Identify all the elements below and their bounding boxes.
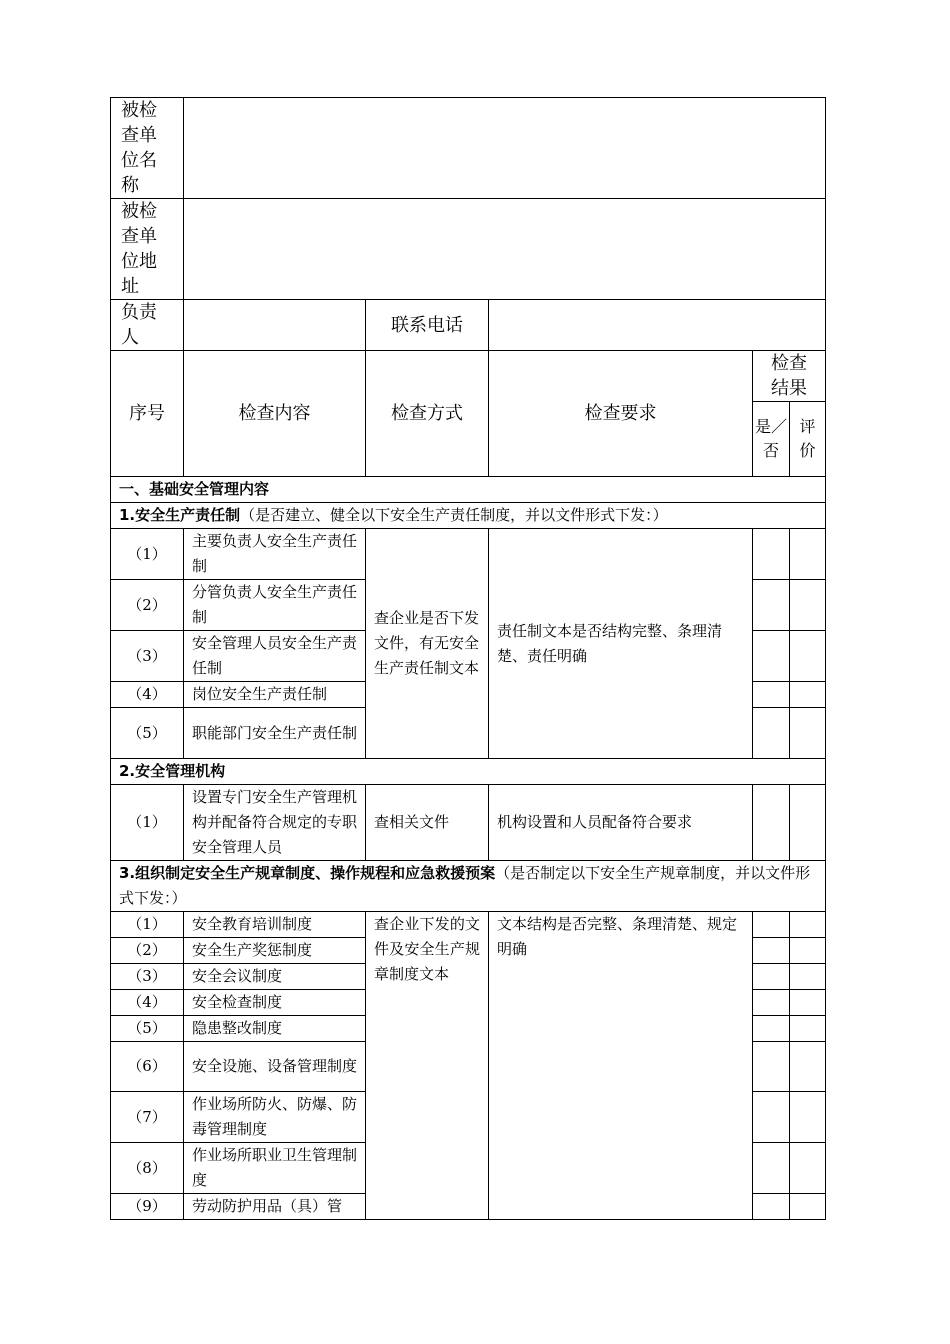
check-method: 查相关文件: [366, 785, 489, 861]
yes-no-cell[interactable]: [753, 964, 790, 990]
item-number: （5）: [111, 1016, 184, 1042]
yes-no-cell[interactable]: [753, 580, 790, 631]
unit-address-field[interactable]: [184, 199, 826, 300]
yes-no-cell[interactable]: [753, 529, 790, 580]
phone-label: 联系电话: [366, 300, 489, 351]
yes-no-cell[interactable]: [753, 785, 790, 861]
item-content: 作业场所防火、防爆、防毒管理制度: [184, 1092, 366, 1143]
yes-no-cell[interactable]: [753, 990, 790, 1016]
yes-no-cell[interactable]: [753, 938, 790, 964]
evaluation-cell[interactable]: [790, 682, 826, 708]
section-title: 一、基础安全管理内容: [111, 477, 826, 503]
item-content: 安全生产奖惩制度: [184, 938, 366, 964]
item-number: （2）: [111, 938, 184, 964]
item-content: 岗位安全生产责任制: [184, 682, 366, 708]
header-evaluation: 评价: [790, 402, 826, 477]
item-number: （1）: [111, 912, 184, 938]
subsection-2-title: 2.安全管理机构: [111, 759, 826, 785]
subsection-2-row: [111, 759, 826, 785]
item-content: 安全检查制度: [184, 990, 366, 1016]
subsection-3-title: [111, 861, 826, 912]
item-content: 劳动防护用品（具）管: [184, 1194, 366, 1220]
check-method: 查企业下发的文件及安全生产规章制度文本: [366, 912, 489, 1220]
item-number: （9）: [111, 1194, 184, 1220]
inspection-form: [110, 97, 825, 1220]
yes-no-cell[interactable]: [753, 682, 790, 708]
yes-no-cell[interactable]: [753, 1194, 790, 1220]
item-content: 分管负责人安全生产责任制: [184, 580, 366, 631]
item-content: 设置专门安全生产管理机构并配备符合规定的专职安全管理人员: [184, 785, 366, 861]
subsection-3-row: [111, 861, 826, 912]
item-number: （7）: [111, 1092, 184, 1143]
item-content: 主要负责人安全生产责任制: [184, 529, 366, 580]
evaluation-cell[interactable]: [790, 1016, 826, 1042]
subsection-1-note: （是否建立、健全以下安全生产责任制度，并以文件形式下发：）: [240, 506, 668, 524]
evaluation-cell[interactable]: [790, 631, 826, 682]
person-label: 负责人: [111, 300, 184, 351]
evaluation-cell[interactable]: [790, 1092, 826, 1143]
header-seq: 序号: [111, 351, 184, 477]
header-yes-no: 是／否: [753, 402, 790, 477]
subsection-1-title: [111, 503, 826, 529]
evaluation-cell[interactable]: [790, 1194, 826, 1220]
evaluation-cell[interactable]: [790, 580, 826, 631]
table-header-row: [111, 351, 826, 402]
item-number: （4）: [111, 682, 184, 708]
unit-name-row: [111, 98, 826, 199]
subsection-3-note: （是否制定以下安全生产规章制度，并以文件形式下发：）: [119, 864, 811, 907]
person-field[interactable]: [184, 300, 366, 351]
item-number: （1）: [111, 529, 184, 580]
evaluation-cell[interactable]: [790, 912, 826, 938]
item-number: （3）: [111, 964, 184, 990]
item-number: （2）: [111, 580, 184, 631]
check-requirement: 责任制文本是否结构完整、条理清楚、责任明确: [489, 529, 753, 759]
unit-name-label: 被检查单位名称: [111, 98, 184, 199]
subsection-3-heading: 3.组织制定安全生产规章制度、操作规程和应急救援预案: [119, 864, 496, 882]
item-content: 安全教育培训制度: [184, 912, 366, 938]
evaluation-cell[interactable]: [790, 938, 826, 964]
table-row: [111, 785, 826, 861]
header-method: 检查方式: [366, 351, 489, 477]
item-number: （5）: [111, 708, 184, 759]
section-title-row: [111, 477, 826, 503]
evaluation-cell[interactable]: [790, 990, 826, 1016]
yes-no-cell[interactable]: [753, 631, 790, 682]
evaluation-cell[interactable]: [790, 964, 826, 990]
person-row: [111, 300, 826, 351]
yes-no-cell[interactable]: [753, 1016, 790, 1042]
yes-no-cell[interactable]: [753, 1092, 790, 1143]
header-requirement: 检查要求: [489, 351, 753, 477]
unit-address-row: [111, 199, 826, 300]
check-requirement: 文本结构是否完整、条理清楚、规定明确: [489, 912, 753, 1220]
unit-name-field[interactable]: [184, 98, 826, 199]
item-content: 职能部门安全生产责任制: [184, 708, 366, 759]
item-content: 安全管理人员安全生产责任制: [184, 631, 366, 682]
item-number: （1）: [111, 785, 184, 861]
evaluation-cell[interactable]: [790, 1042, 826, 1092]
item-content: 安全会议制度: [184, 964, 366, 990]
subsection-1-heading: 1.安全生产责任制: [119, 506, 241, 524]
evaluation-cell[interactable]: [790, 1143, 826, 1194]
check-requirement: 机构设置和人员配备符合要求: [489, 785, 753, 861]
check-method: 查企业是否下发文件，有无安全生产责任制文本: [366, 529, 489, 759]
item-content: 作业场所职业卫生管理制度: [184, 1143, 366, 1194]
item-number: （3）: [111, 631, 184, 682]
header-content: 检查内容: [184, 351, 366, 477]
inspection-table: [110, 97, 826, 1220]
item-content: 隐患整改制度: [184, 1016, 366, 1042]
evaluation-cell[interactable]: [790, 785, 826, 861]
unit-address-label: 被检查单位地址: [111, 199, 184, 300]
yes-no-cell[interactable]: [753, 1042, 790, 1092]
table-row: [111, 529, 826, 580]
yes-no-cell[interactable]: [753, 912, 790, 938]
evaluation-cell[interactable]: [790, 529, 826, 580]
phone-field[interactable]: [489, 300, 826, 351]
subsection-1-row: [111, 503, 826, 529]
item-content: 安全设施、设备管理制度: [184, 1042, 366, 1092]
evaluation-cell[interactable]: [790, 708, 826, 759]
header-result: 检查结果: [753, 351, 826, 402]
item-number: （4）: [111, 990, 184, 1016]
item-number: （6）: [111, 1042, 184, 1092]
table-row: [111, 912, 826, 938]
yes-no-cell[interactable]: [753, 1143, 790, 1194]
yes-no-cell[interactable]: [753, 708, 790, 759]
item-number: （8）: [111, 1143, 184, 1194]
